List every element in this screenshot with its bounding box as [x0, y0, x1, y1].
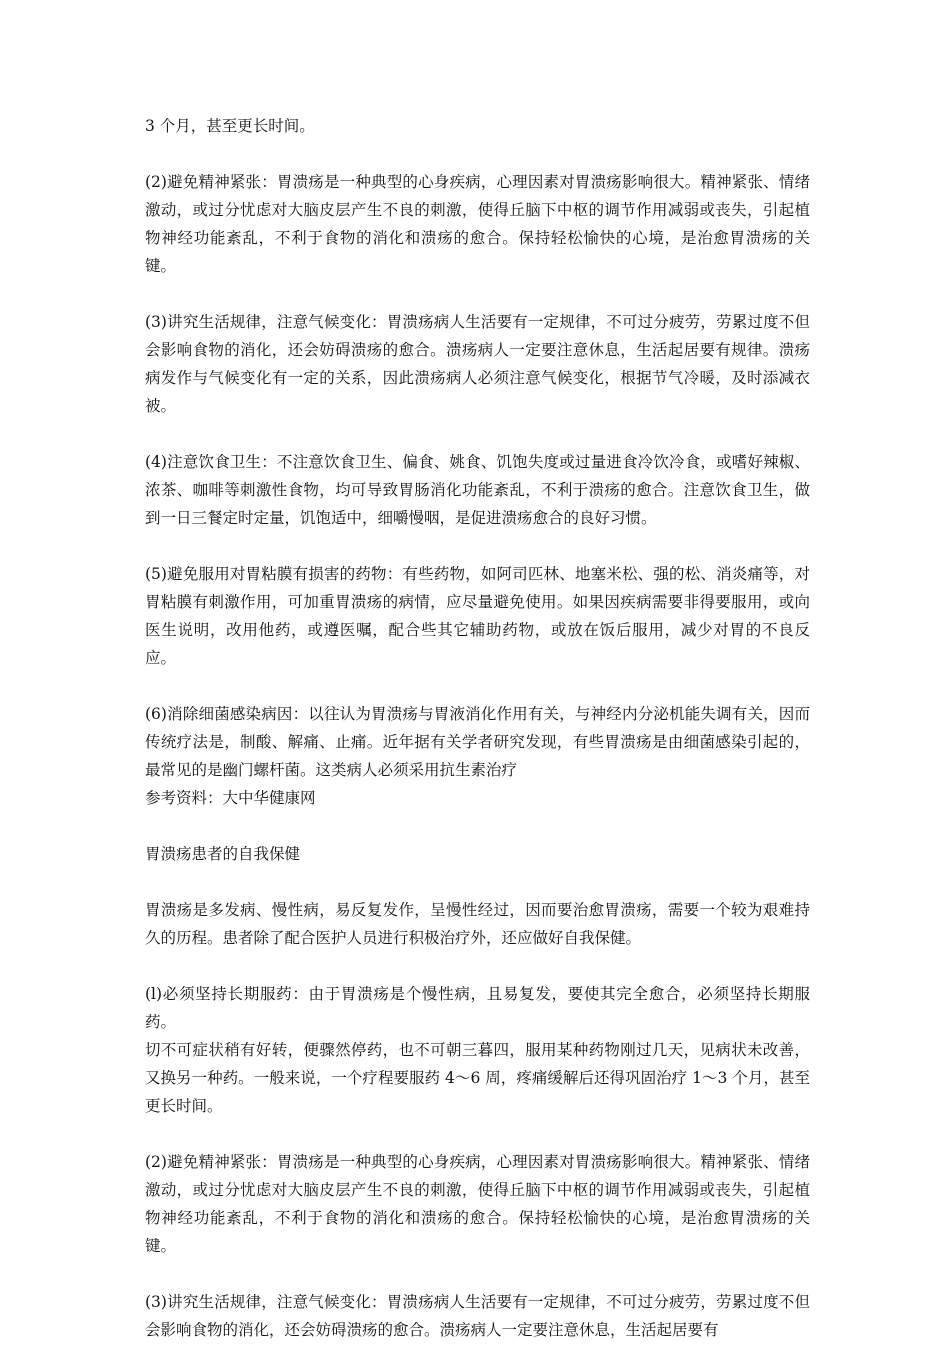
paragraph-long-term-medication: (l)必须坚持长期服药：由于胃溃疡是个慢性病，且易复发，要使其完全愈合，必须坚持长期服药。: [145, 985, 810, 1031]
section-heading: 胃溃疡患者的自我保健: [145, 845, 301, 863]
paragraph-avoid-drugs: (5)避免服用对胃粘膜有损害的药物：有些药物，如阿司匹林、地塞米松、强的松、消炎痛等，对胃粘膜有刺激作用，可加重胃溃疡的病情，应尽量避免使用。如果因疾病需要非得要服用，或向医生说明，改用他药，或遵医嘱，配合些其它辅助药物，或放在饭后服用，减少对胃的不良反应。: [145, 565, 810, 667]
paragraph-avoid-stress-repeat: (2)避免精神紧张：胃溃疡是一种典型的心身疾病，心理因素对胃溃疡影响很大。精神紧张、情绪激动，或过分忧虑对大脑皮层产生不良的刺激，使得丘脑下中枢的调节作用减弱或丧失，引起植物神经功能紊乱，不利于食物的消化和溃疡的愈合。保持轻松愉快的心境，是治愈胃溃疡的关键。: [145, 1153, 810, 1255]
paragraph-medication-detail: 切不可症状稍有好转，便骤然停药，也不可朝三暮四，服用某种药物刚过几天，见病状未改善，又换另一种药。一般来说，一个疗程要服药 4～6 周，疼痛缓解后还得巩固治疗 1～3 个月，甚至更长时间。: [145, 1041, 810, 1115]
paragraph-avoid-stress: (2)避免精神紧张：胃溃疡是一种典型的心身疾病，心理因素对胃溃疡影响很大。精神紧张、情绪激动，或过分忧虑对大脑皮层产生不良的刺激，使得丘脑下中枢的调节作用减弱或丧失，引起植物神经功能紊乱，不利于食物的消化和溃疡的愈合。保持轻松愉快的心境，是治愈胃溃疡的关键。: [145, 173, 810, 275]
paragraph-diet-hygiene: (4)注意饮食卫生：不注意饮食卫生、偏食、姚食、饥饱失度或过量进食冷饮冷食，或嗜好辣椒、浓茶、咖啡等刺激性食物，均可导致胃肠消化功能紊乱，不利于溃疡的愈合。注意饮食卫生，做到一日三餐定时定量，饥饱适中，细嚼慢咽，是促进溃疡愈合的良好习惯。: [145, 453, 810, 527]
reference-source: 参考资料：大中华健康网: [145, 789, 316, 807]
paragraph-bacterial-infection: (6)消除细菌感染病因：以往认为胃溃疡与胃液消化作用有关，与神经内分泌机能失调有关，因而传统疗法是，制酸、解痛、止痛。近年据有关学者研究发现，有些胃溃疡是由细菌感染引起的，最常见的是幽门螺杆菌。这类病人必须采用抗生素治疗: [145, 705, 810, 779]
paragraph-life-routine: (3)讲究生活规律，注意气候变化：胃溃疡病人生活要有一定规律，不可过分疲劳，劳累过度不但会影响食物的消化，还会妨碍溃疡的愈合。溃疡病人一定要注意休息，生活起居要有规律。溃疡病发作与气候变化有一定的关系，因此溃疡病人必须注意气候变化，根据节气冷暖，及时添减衣被。: [145, 313, 810, 415]
paragraph-continuation: 3 个月，甚至更长时间。: [145, 117, 315, 135]
paragraph-intro: 胃溃疡是多发病、慢性病，易反复发作，呈慢性经过，因而要治愈胃溃疡，需要一个较为艰难持久的历程。患者除了配合医护人员进行积极治疗外，还应做好自我保健。: [145, 901, 810, 947]
document-page: [145, 112, 810, 1372]
paragraph-life-routine-repeat: (3)讲究生活规律，注意气候变化：胃溃疡病人生活要有一定规律，不可过分疲劳，劳累过度不但会影响食物的消化，还会妨碍溃疡的愈合。溃疡病人一定要注意休息，生活起居要有: [145, 1293, 810, 1339]
